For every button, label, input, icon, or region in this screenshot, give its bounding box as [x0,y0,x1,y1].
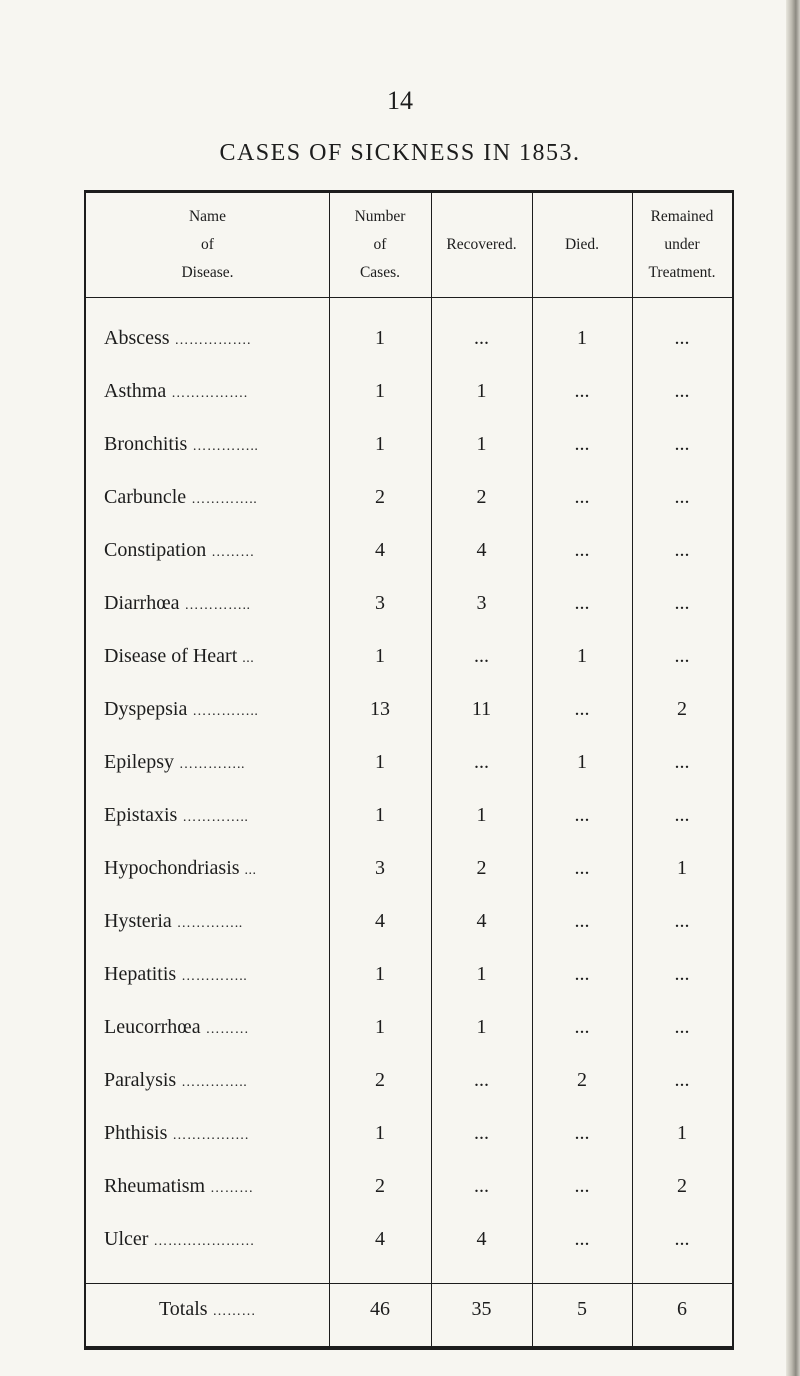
recovered-cell: 11 [471,698,492,720]
dot-leader: ………….. [192,704,259,719]
disease-name: Diarrhœa [104,592,180,614]
cases-cell: 1 [375,327,385,349]
remained-cell: ... [674,645,690,667]
page-title: CASES OF SICKNESS IN 1853. [219,140,581,166]
cases-cell: 1 [375,1016,385,1038]
cases-cell: 2 [375,1069,385,1091]
dot-leader: ……………. [171,386,248,401]
header-remained: Remained under Treatment. [648,208,716,281]
table-row [86,1112,732,1155]
table-row [86,1006,732,1049]
disease-name: Rheumatism [104,1175,206,1197]
died-cell: ... [574,804,590,826]
disease-name-cell [104,688,329,731]
header-rule [86,297,732,298]
remained-cell: ... [674,1016,690,1038]
sickness-table [84,190,734,1350]
totals-cases: 46 [370,1298,390,1320]
disease-name-cell [104,900,329,943]
dot-leader: ……… [205,1022,250,1037]
table-row [86,582,732,625]
dot-leader: ……………. [172,1128,249,1143]
recovered-cell: 1 [476,1016,487,1038]
died-cell: 1 [577,327,587,349]
disease-name-cell [104,1165,329,1208]
disease-name: Paralysis [104,1069,177,1091]
cases-cell: 4 [375,1228,385,1250]
remained-cell: ... [674,751,690,773]
disease-name-cell [104,317,329,360]
remained-cell: 2 [677,698,687,720]
disease-name: Epilepsy [104,751,174,773]
recovered-cell: 4 [476,539,487,561]
disease-name-cell [104,1059,329,1102]
remained-cell: 1 [677,857,687,879]
disease-name-cell [104,635,329,678]
table-row [86,476,732,519]
disease-name: Dyspepsia [104,698,188,720]
recovered-cell: 1 [476,380,487,402]
recovered-cell: ... [474,751,489,773]
cases-cell: 1 [375,804,385,826]
died-cell: ... [574,380,590,402]
died-cell: ... [574,1122,590,1144]
dot-leader: ………….. [182,810,249,825]
disease-name: Constipation [104,539,207,561]
totals-recovered: 35 [471,1298,492,1320]
disease-name-cell [104,529,329,572]
died-cell: ... [574,592,590,614]
dot-leader: ………….. [192,439,259,454]
remained-cell: ... [674,539,690,561]
header-name: Name of Disease. [181,208,234,281]
table-row [86,741,732,784]
died-cell: ... [574,539,590,561]
totals-died: 5 [577,1298,587,1320]
cases-cell: 1 [375,963,385,985]
totals-label-cell: Totals ……… [158,1298,257,1320]
remained-cell: ... [674,963,690,985]
disease-name-cell [104,1218,329,1261]
disease-name-cell [104,1006,329,1049]
disease-name-cell [104,1112,329,1155]
disease-name: Carbuncle [104,486,187,508]
cases-cell: 4 [375,910,385,932]
died-cell: ... [574,963,590,985]
died-cell: ... [574,1175,590,1197]
died-cell: ... [574,486,590,508]
cases-cell: 2 [375,486,385,508]
disease-name-cell [104,953,329,996]
disease-name: Disease of Heart [104,645,238,667]
cases-cell: 1 [375,380,385,402]
remained-cell: ... [674,1228,690,1250]
remained-cell: ... [674,380,690,402]
dot-leader: ... [242,651,255,666]
died-cell: 2 [577,1069,587,1091]
remained-cell: ... [674,1069,690,1091]
remained-cell: ... [674,592,690,614]
dot-leader: ………….. [181,1075,248,1090]
cases-cell: 2 [375,1175,385,1197]
disease-name: Epistaxis [104,804,178,826]
cases-cell: 3 [375,592,385,614]
header-died: Died. [564,236,599,253]
disease-name-cell [104,847,329,890]
disease-name: Hypochondriasis [104,857,240,879]
table-row [86,900,732,943]
table-row [86,847,732,890]
died-cell: ... [574,1228,590,1250]
disease-name: Leucorrhœa [104,1016,201,1038]
dot-leader: ………………… [153,1234,255,1249]
dot-leader: ………….. [184,598,251,613]
remained-cell: 2 [677,1175,687,1197]
dot-leader: ………….. [179,757,245,772]
remained-cell: 1 [677,1122,687,1144]
remained-cell: ... [674,910,690,932]
cases-cell: 13 [370,698,390,720]
died-cell: 1 [577,751,587,773]
recovered-cell: ... [474,1069,489,1091]
dot-leader: ……………. [174,333,252,348]
disease-name: Asthma [104,380,167,402]
disease-name: Abscess [104,327,170,349]
cases-cell: 4 [375,539,385,561]
table-row [86,370,732,413]
recovered-cell: ... [474,327,489,349]
table-row [86,423,732,466]
cases-cell: 1 [375,1122,385,1144]
totals-rule [86,1283,732,1284]
recovered-cell: ... [474,645,489,667]
recovered-cell: 1 [476,804,487,826]
disease-name: Hepatitis [104,963,177,985]
disease-name-cell [104,582,329,625]
remained-cell: ... [674,327,690,349]
recovered-cell: 4 [476,910,487,932]
recovered-cell: 2 [476,857,487,879]
recovered-cell: 4 [476,1228,487,1250]
table-row [86,317,732,360]
table-row [86,1165,732,1208]
header-number: Number of Cases. [354,208,406,281]
recovered-cell: ... [474,1175,489,1197]
cases-cell: 1 [375,645,385,667]
totals-row [86,1288,732,1331]
totals-remained: 6 [677,1298,687,1320]
table-row [86,794,732,837]
disease-name-cell [104,476,329,519]
died-cell: ... [574,857,590,879]
cases-cell: 3 [375,857,385,879]
table-row [86,635,732,678]
dot-leader: ……… [210,1181,254,1196]
dot-leader: ………….. [181,969,248,984]
recovered-cell: 3 [476,592,487,614]
remained-cell: ... [674,433,690,455]
disease-name: Bronchitis [104,433,188,455]
table-row [86,688,732,731]
recovered-cell: ... [474,1122,489,1144]
recovered-cell: 1 [476,433,487,455]
page-edge [786,0,800,1376]
disease-name-cell [104,370,329,413]
recovered-cell: 1 [476,963,487,985]
header-recovered: Recovered. [446,236,517,253]
died-cell: ... [574,910,590,932]
cases-cell: 1 [375,433,385,455]
page-number: 14 [387,86,413,115]
disease-name: Hysteria [104,910,172,932]
table-row [86,953,732,996]
died-cell: 1 [577,645,587,667]
recovered-cell: 2 [476,486,487,508]
disease-name: Ulcer [104,1228,149,1250]
remained-cell: ... [674,804,690,826]
dot-leader: ……… [211,545,255,560]
dot-leader: ... [244,863,257,878]
cases-cell: 1 [375,751,385,773]
dot-leader: ………….. [176,916,243,931]
dot-leader: ………….. [191,492,258,507]
table-row [86,1059,732,1102]
disease-name: Phthisis [104,1122,168,1144]
died-cell: ... [574,698,590,720]
disease-name-cell [104,794,329,837]
table-row [86,529,732,572]
disease-name-cell [104,423,329,466]
table-row [86,1218,732,1261]
disease-name-cell [104,741,329,784]
remained-cell: ... [674,486,690,508]
died-cell: ... [574,433,590,455]
died-cell: ... [574,1016,590,1038]
